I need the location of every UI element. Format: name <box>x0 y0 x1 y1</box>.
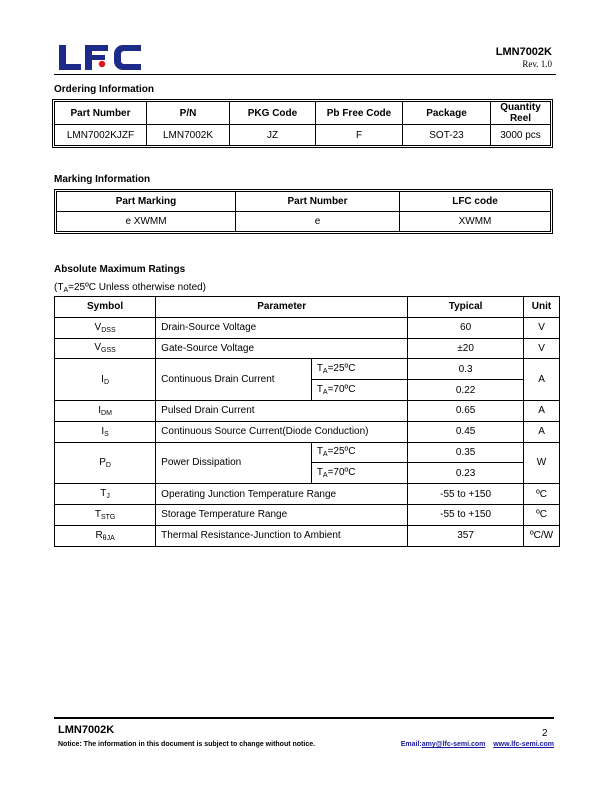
table-cell: SOT-23 <box>403 125 491 146</box>
parameter-cell: Thermal Resistance-Junction to Ambient <box>156 525 408 546</box>
symbol-cell: $T_J$ <box>55 484 156 505</box>
table-cell: 3000 pcs <box>491 125 551 146</box>
table-row <box>55 421 560 442</box>
parameter-cell: Pulsed Drain Current <box>156 400 408 421</box>
table-row <box>55 338 560 359</box>
parameter-cell: Operating Junction Temperature Range <box>156 484 408 505</box>
parameter-cell: Drain-Source Voltage <box>156 317 408 338</box>
condition-cell: $T_A=70ºC$ <box>311 463 407 484</box>
symbol-cell: $I_S$ <box>55 421 156 442</box>
table-row <box>55 359 560 380</box>
typical-cell: 0.65 <box>408 400 524 421</box>
condition-cell: $T_A=70ºC$ <box>311 380 407 401</box>
ordering-title: Ordering Information <box>54 84 154 95</box>
parameter-cell: Gate-Source Voltage <box>156 338 408 359</box>
table-row <box>55 504 560 525</box>
unit-cell: ºC <box>524 484 560 505</box>
lfc-logo <box>57 43 143 71</box>
unit-cell: A <box>524 359 560 401</box>
typical-cell: 0.22 <box>408 380 524 401</box>
symbol-cell: $R_{\theta JA}$ <box>55 525 156 546</box>
column-header: P/N <box>147 102 230 125</box>
typical-cell: -55 to +150 <box>408 504 524 525</box>
table-header-row <box>57 192 551 212</box>
header-part-number: LMN7002K <box>495 46 552 58</box>
column-header: Parameter <box>156 297 408 318</box>
table-cell: F <box>316 125 403 146</box>
column-header: Package <box>403 102 491 125</box>
typical-cell: 0.23 <box>408 463 524 484</box>
parameter-cell: Continuous Source Current(Diode Conduction) <box>156 421 408 442</box>
typical-cell: 0.45 <box>408 421 524 442</box>
page-number: 2 <box>542 728 548 739</box>
column-header: Typical <box>408 297 524 318</box>
marking-table <box>56 191 551 232</box>
column-header: Part Number <box>236 192 400 212</box>
parameter-cell: Storage Temperature Range <box>156 504 408 525</box>
symbol-cell: $V_{GSS}$ <box>55 338 156 359</box>
ratings-title: Absolute Maximum Ratings <box>54 264 186 275</box>
column-header: PKG Code <box>230 102 316 125</box>
parameter-cell: Power Dissipation <box>156 442 312 484</box>
table-cell: LMN7002K <box>147 125 230 146</box>
column-header: Part Number <box>55 102 147 125</box>
symbol-cell: $P_D$ <box>55 442 156 484</box>
table-row <box>57 212 551 232</box>
revision-label: Rev. 1.0 <box>522 59 552 69</box>
ordering-table <box>54 101 551 146</box>
marking-title: Marking Information <box>54 174 151 185</box>
table-row <box>55 125 551 146</box>
typical-cell: 357 <box>408 525 524 546</box>
column-header: Unit <box>524 297 560 318</box>
unit-cell: V <box>524 317 560 338</box>
table-row <box>55 442 560 463</box>
footer-contact <box>401 741 554 748</box>
typical-cell: 60 <box>408 317 524 338</box>
footer-notice: Notice: The information in this document is subject to change without notice. <box>58 741 316 748</box>
email-label: Email: <box>400 741 422 748</box>
typical-cell: ±20 <box>408 338 524 359</box>
header-divider <box>54 74 556 75</box>
symbol-cell: $V_{DSS}$ <box>55 317 156 338</box>
symbol-cell: $T_{STG}$ <box>55 504 156 525</box>
ratings-table <box>54 296 560 547</box>
column-header: Symbol <box>55 297 156 318</box>
symbol-cell: $I_D$ <box>55 359 156 401</box>
table-header-row <box>55 102 551 125</box>
unit-cell: ºC <box>524 504 560 525</box>
typical-cell: -55 to +150 <box>408 484 524 505</box>
ratings-note: ($T_A=25ºC$ Unless otherwise noted) <box>54 282 207 294</box>
table-cell: JZ <box>230 125 316 146</box>
table-row <box>55 317 560 338</box>
table-cell: XWMM <box>400 212 551 232</box>
table-cell: e XWMM <box>57 212 236 232</box>
website-link[interactable]: www.lfc-semi.com <box>493 741 554 748</box>
typical-cell: 0.3 <box>408 359 524 380</box>
unit-cell: V <box>524 338 560 359</box>
table-row <box>55 400 560 421</box>
table-row <box>55 525 560 546</box>
table-header-row <box>55 297 560 318</box>
unit-cell: A <box>524 400 560 421</box>
unit-cell: W <box>524 442 560 484</box>
table-row <box>55 484 560 505</box>
table-cell: LMN7002KJZF <box>55 125 147 146</box>
email-link[interactable]: amy@lfc-semi.com <box>421 741 486 748</box>
unit-cell: ºC/W <box>524 525 560 546</box>
column-header: Quantity Reel <box>491 102 551 125</box>
unit-cell: A <box>524 421 560 442</box>
condition-cell: $T_A=25ºC$ <box>311 442 407 463</box>
column-header: Part Marking <box>57 192 236 212</box>
footer-divider <box>54 717 554 719</box>
typical-cell: 0.35 <box>408 442 524 463</box>
table-cell: e <box>236 212 400 232</box>
parameter-cell: Continuous Drain Current <box>156 359 312 401</box>
column-header: LFC code <box>400 192 551 212</box>
column-header: Pb Free Code <box>316 102 403 125</box>
footer-part-number: LMN7002K <box>58 724 115 736</box>
symbol-cell: $I_{DM}$ <box>55 400 156 421</box>
condition-cell: $T_A=25ºC$ <box>311 359 407 380</box>
